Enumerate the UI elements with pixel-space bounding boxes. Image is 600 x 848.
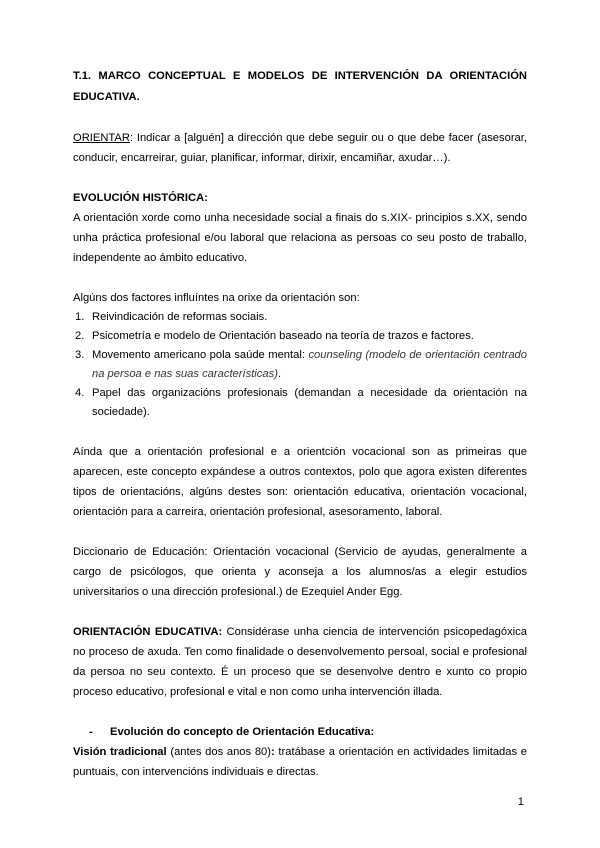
list-number: 2. [75, 330, 85, 342]
educational-paragraph [73, 622, 527, 702]
list-number: 4. [75, 387, 85, 399]
list-italic-text: counseling (modelo de orientación centrado na persoa e nas suas características) [92, 349, 527, 380]
evolution-heading-item [73, 722, 527, 742]
list-item [73, 346, 527, 384]
traditional-colon: : [271, 746, 275, 758]
list-item [73, 384, 527, 422]
list-text: Movemento americano pola saúde mental: [92, 349, 309, 361]
list-text: Psicometría e modelo de Orientación baseado na teoría de trazos e factores. [92, 330, 474, 342]
list-tail: . [277, 368, 282, 380]
traditional-text: tratábase a orientación en actividades limitadas e puntuais, con intervencións individuais e directas. [73, 746, 527, 778]
list-text: Reivindicación de reformas sociais. [92, 311, 268, 323]
document-page [73, 66, 527, 782]
traditional-view-paragraph [73, 742, 527, 782]
dash-bullet: - [89, 726, 93, 738]
list-number: 1. [75, 311, 85, 323]
educational-heading: ORIENTACIÓN EDUCATIVA: [73, 626, 223, 638]
evolution-heading: Evolución do concepto de Orientación Educativa: [110, 726, 375, 738]
factors-intro: Algúns dos factores influíntes na orixe da orientación son: [73, 292, 360, 304]
factors-list [73, 308, 527, 422]
dictionary-paragraph: Diccionario de Educación: Orientación vocacional (Servicio de ayudas, generalmente a cargo de psicólogos, que orienta y aconseja a los alumnos/as a elegir estudios universitarios o una dirección profesional.) de Ezequiel Ander Egg. [73, 546, 527, 598]
list-item [73, 308, 527, 327]
document-title: T.1. MARCO CONCEPTUAL E MODELOS DE INTERVENCIÓN DA ORIENTACIÓN EDUCATIVA. [73, 70, 527, 103]
definition-paragraph [73, 128, 527, 168]
definition-text: : Indicar a [alguén] a dirección que debe seguir ou o que debe facer (asesorar, conducir, encarreirar, guiar, planificar, informar, dirixir, encamiñar, axudar…). [73, 132, 527, 164]
history-paragraph-2: Aínda que a orientación profesional e a orientción vocacional son as primeiras que aparecen, este concepto expándese a outros contextos, polo que agora existen diferentes tipos de orientacións, algúns destes son: orientación educativa, orientación vocacional, orientación para a carreira, orientación profesional, asesoramento, laboral. [73, 446, 527, 518]
list-text: Papel das organizacións profesionais (demandan a necesidade da orientación na sociedade). [92, 387, 527, 418]
traditional-label: Visión tradicional [73, 746, 167, 758]
educational-text: Considérase unha ciencia de intervención psicopedagóxica no proceso de axuda. Ten como finalidade o desenvolvemento persoal, social e profesional da persoa no seu contexto. É un proceso que se desenvolve dentro e xunto co propio proceso educativo, profesional e vital e non como unha intervención illada. [73, 626, 527, 698]
page-number: 1 [517, 796, 524, 808]
list-number: 3. [75, 349, 85, 361]
history-heading: EVOLUCIÓN HISTÓRICA: [73, 192, 208, 204]
definition-term: ORIENTAR [73, 132, 130, 144]
traditional-period: (antes dos anos 80) [166, 746, 271, 758]
history-paragraph-1: A orientación xorde como unha necesidade social a finais do s.XIX- principios s.XX, sendo unha práctica profesional e/ou laboral que relaciona as persoas co seu posto de traballo, independente ao ámbito educativo. [73, 212, 527, 264]
list-item [73, 327, 527, 346]
